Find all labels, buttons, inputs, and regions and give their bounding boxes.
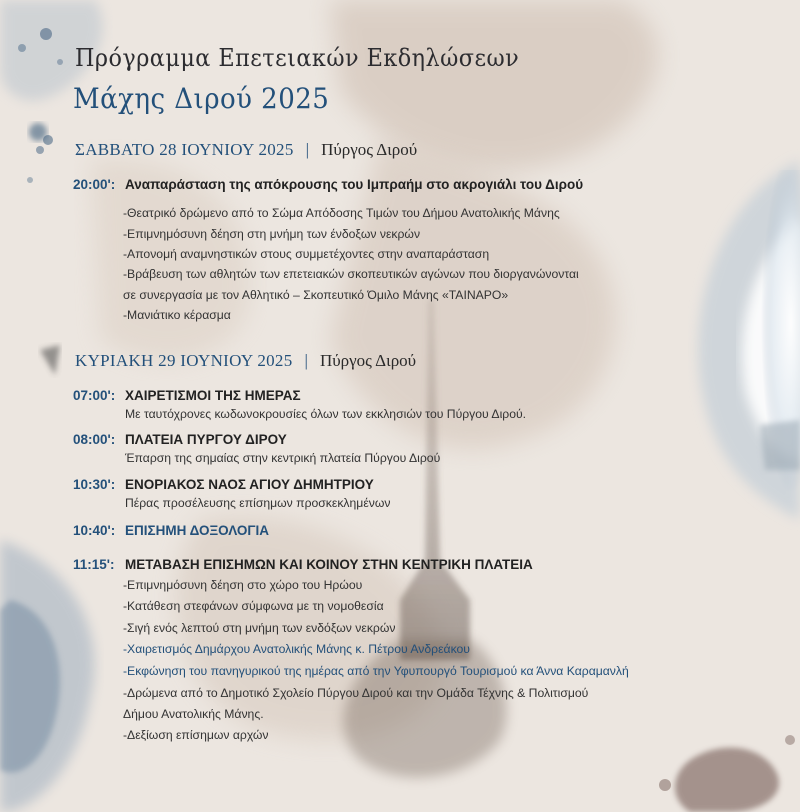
day2-item: -Δρώμενα από το Δημοτικό Σχολείο Πύργου Διρού και την Ομάδα Τέχνης & Πολιτισμού: [123, 686, 589, 700]
event-time: 07:00':: [73, 388, 116, 403]
day2-item: -Σιγή ενός λεπτού στη μνήμη των ενδόξων νεκρών: [123, 621, 396, 635]
day2-item: -Επιμνημόσυνη δέηση στο χώρο του Ηρώου: [123, 578, 363, 592]
day1-date: ΣΑΒΒΑΤΟ 28 ΙΟΥΝΙΟΥ 2025: [75, 140, 294, 159]
event-title: ΜΕΤΑΒΑΣΗ ΕΠΙΣΗΜΩΝ ΚΑΙ ΚΟΙΝΟΥ ΣΤΗΝ ΚΕΝΤΡΙΚΗ ΠΛΑΤΕΙΑ: [125, 557, 533, 572]
day2-heading: [75, 351, 416, 371]
day1-place: Πύργος Διρού: [321, 140, 418, 159]
day2-event: [73, 557, 533, 572]
event-time: 11:15':: [73, 557, 115, 572]
event-time: 10:40':: [73, 523, 116, 538]
title-line-1: Πρόγραμμα Επετειακών Εκδηλώσεων: [75, 44, 520, 72]
day2-item: -Εκφώνηση του πανηγυρικού της ημέρας από την Υφυπουργό Τουρισμού κα Άννα Καραμανλή: [123, 664, 629, 678]
day2-item: -Χαιρετισμός Δημάρχου Ανατολικής Μάνης κ. Πέτρου Ανδρεάκου: [123, 642, 470, 656]
day2-item: Δήμου Ανατολικής Μάνης.: [123, 707, 264, 721]
day2-item: -Δεξίωση επίσημων αρχών: [123, 728, 269, 742]
event-title: ΠΛΑΤΕΙΑ ΠΥΡΓΟΥ ΔΙΡΟΥ: [125, 432, 287, 447]
title-line-2: Μάχης Διρού 2025: [73, 82, 330, 115]
day1-heading: [75, 140, 417, 160]
event-description: Πέρας προσέλευσης επίσημων προσκεκλημένων: [125, 496, 391, 510]
day2-separator: |: [304, 351, 308, 370]
event-title: Αναπαράσταση της απόκρουσης του Ιμπραήμ στο ακρογιάλι του Διρού: [125, 177, 584, 192]
day2-event: [73, 432, 287, 447]
day1-item: -Βράβευση των αθλητών των επετειακών σκοπευτικών αγώνων που διοργανώνονται: [123, 267, 579, 281]
day2-event: [73, 477, 374, 492]
day2-place: Πύργος Διρού: [319, 351, 417, 370]
event-title: ΕΠΙΣΗΜΗ ΔΟΞΟΛΟΓΙΑ: [125, 523, 270, 538]
day1-item: -Θεατρικό δρώμενο από το Σώμα Απόδοσης Τιμών του Δήμου Ανατολικής Μάνης: [123, 206, 560, 220]
event-description: Έπαρση της σημαίας στην κεντρική πλατεία Πύργου Διρού: [125, 451, 441, 465]
day2-event: [73, 523, 269, 538]
day1-item: σε συνεργασία με τον Αθλητικό – Σκοπευτικό Όμιλο Μάνης «ΤΑΙΝΑΡΟ»: [123, 288, 509, 302]
day1-item: -Επιμνημόσυνη δέηση στη μνήμη των ένδοξων νεκρών: [123, 227, 421, 241]
day1-separator: |: [305, 140, 310, 159]
event-time: 10:30':: [73, 477, 116, 492]
day1-event: [73, 177, 583, 192]
day1-item: -Μανιάτικο κέρασμα: [123, 308, 231, 322]
day2-item: -Κατάθεση στεφάνων σύμφωνα με τη νομοθεσία: [123, 599, 384, 613]
day1-item: -Απονομή αναμνηστικών στους συμμετέχοντες στην αναπαράσταση: [123, 247, 490, 261]
event-title: ΕΝΟΡΙΑΚΟΣ ΝΑΟΣ ΑΓΙΟΥ ΔΗΜΗΤΡΙΟΥ: [125, 477, 374, 492]
event-title: ΧΑΙΡΕΤΙΣΜΟΙ ΤΗΣ ΗΜΕΡΑΣ: [125, 388, 301, 403]
event-time: 20:00':: [73, 177, 116, 192]
event-time: 08:00':: [73, 432, 116, 447]
day2-date: ΚΥΡΙΑΚΗ 29 ΙΟΥΝΙΟΥ 2025: [75, 351, 293, 370]
day2-event: [73, 388, 301, 403]
event-description: Με ταυτόχρονες κωδωνοκρουσίες όλων των εκκλησιών του Πύργου Διρού.: [125, 407, 527, 421]
